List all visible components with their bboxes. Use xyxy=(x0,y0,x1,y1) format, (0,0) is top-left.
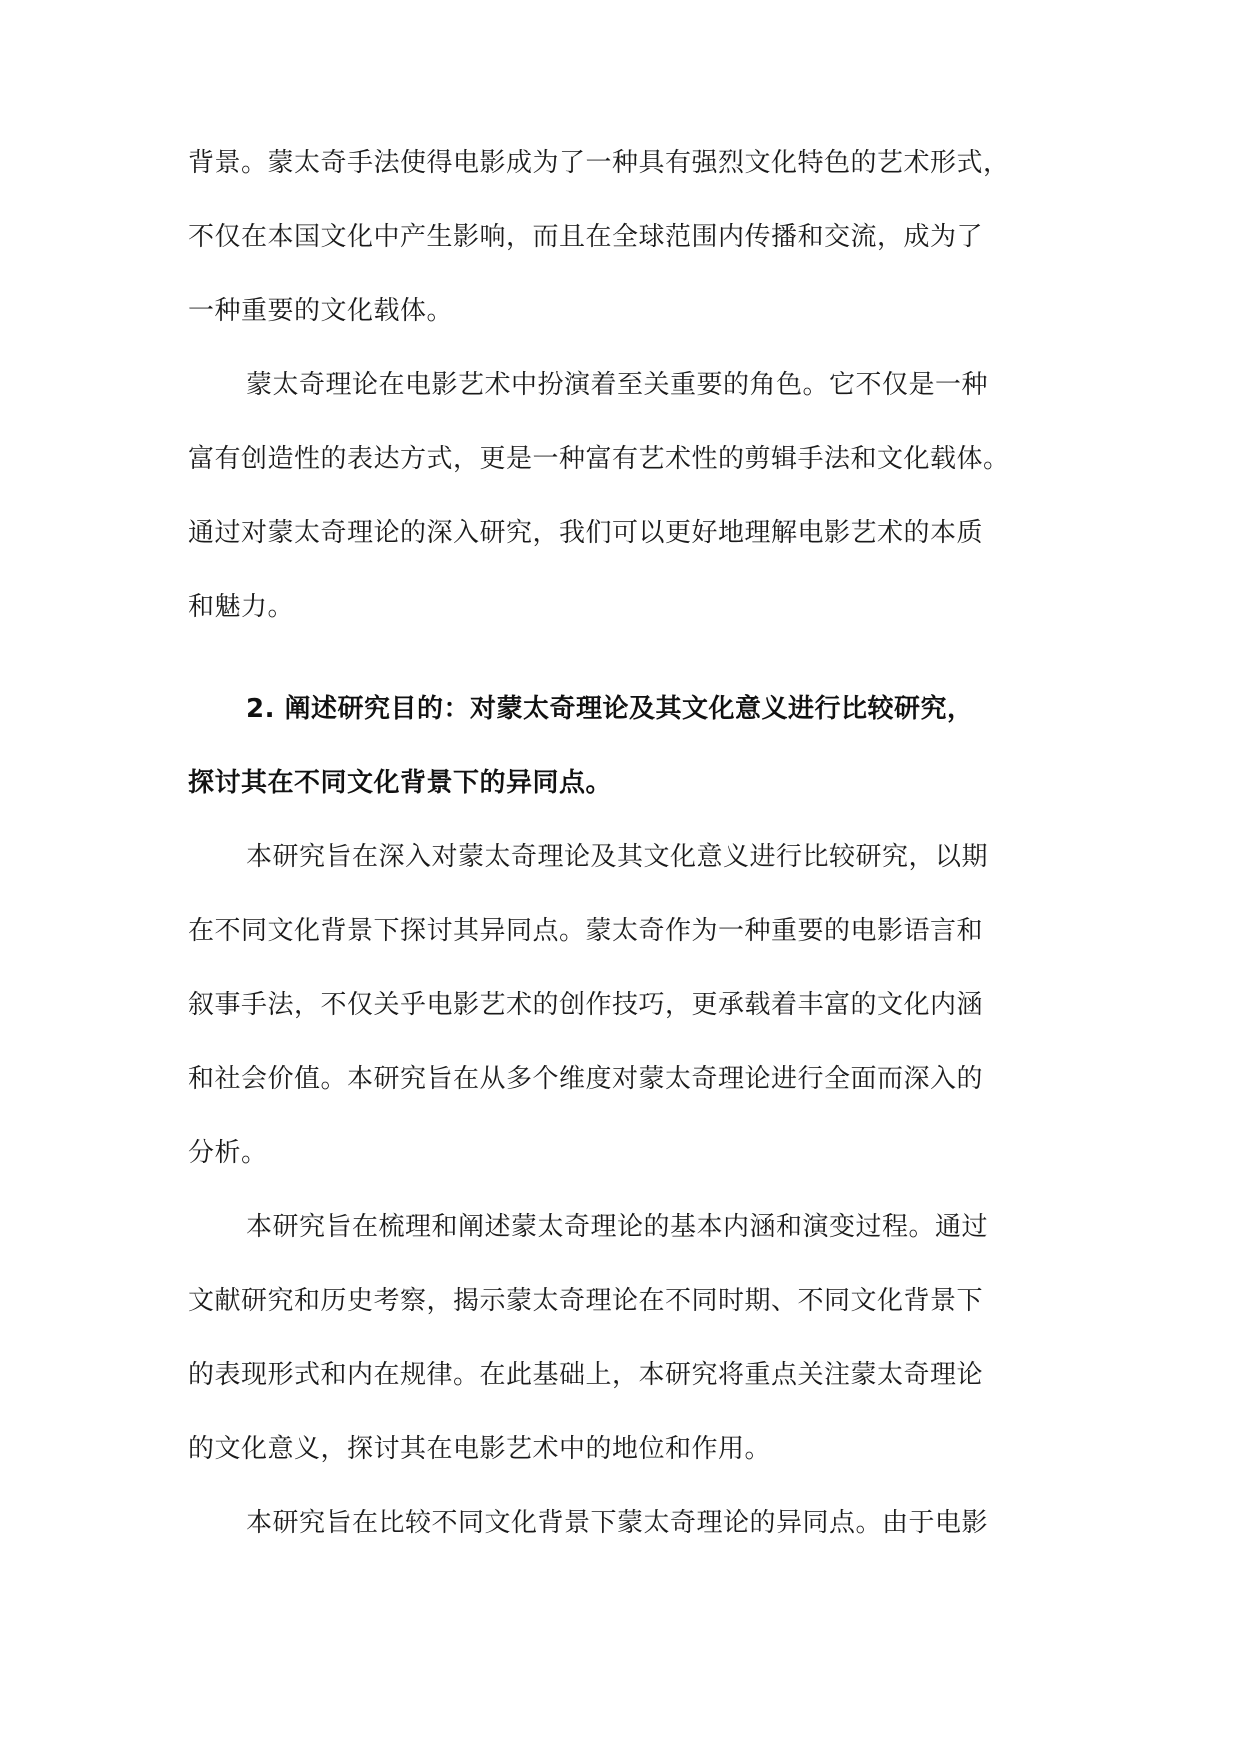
text-line: 文献研究和历史考察，揭示蒙太奇理论在不同时期、不同文化背景下 xyxy=(188,1286,984,1316)
text-line: 不仅在本国文化中产生影响，而且在全球范围内传播和交流，成为了 xyxy=(188,222,984,252)
text-line: 在不同文化背景下探讨其异同点。蒙太奇作为一种重要的电影语言和 xyxy=(188,916,984,946)
text-line: 富有创造性的表达方式，更是一种富有艺术性的剪辑手法和文化载体。 xyxy=(188,444,1010,474)
text-line: 本研究旨在深入对蒙太奇理论及其文化意义进行比较研究，以期 xyxy=(246,842,989,872)
text-line: 通过对蒙太奇理论的深入研究，我们可以更好地理解电影艺术的本质 xyxy=(188,518,984,548)
paragraph-research-aim xyxy=(188,836,1058,1206)
heading-line: 2. 阐述研究目的：对蒙太奇理论及其文化意义进行比较研究， xyxy=(246,694,974,724)
text-line: 和社会价值。本研究旨在从多个维度对蒙太奇理论进行全面而深入的 xyxy=(188,1064,984,1094)
paragraph-montage-role xyxy=(188,364,1058,660)
paragraph-theory-review xyxy=(188,1206,1058,1502)
text-line: 叙事手法，不仅关乎电影艺术的创作技巧，更承载着丰富的文化内涵 xyxy=(188,990,984,1020)
page-content xyxy=(188,142,1058,1576)
text-line: 蒙太奇理论在电影艺术中扮演着至关重要的角色。它不仅是一种 xyxy=(246,370,989,400)
text-line: 背景。蒙太奇手法使得电影成为了一种具有强烈文化特色的艺术形式， xyxy=(188,148,1010,178)
text-line: 本研究旨在梳理和阐述蒙太奇理论的基本内涵和演变过程。通过 xyxy=(246,1212,989,1242)
text-line: 的表现形式和内在规律。在此基础上，本研究将重点关注蒙太奇理论 xyxy=(188,1360,984,1390)
text-line: 本研究旨在比较不同文化背景下蒙太奇理论的异同点。由于电影 xyxy=(246,1508,989,1538)
paragraph-comparison xyxy=(188,1502,1058,1576)
heading-line: 探讨其在不同文化背景下的异同点。 xyxy=(188,768,613,798)
text-line: 的文化意义，探讨其在电影艺术中的地位和作用。 xyxy=(188,1434,772,1464)
section-heading xyxy=(188,688,1058,836)
text-line: 一种重要的文化载体。 xyxy=(188,296,454,326)
text-line: 分析。 xyxy=(188,1138,268,1168)
section-spacer xyxy=(188,660,1058,688)
text-line: 和魅力。 xyxy=(188,592,295,622)
paragraph-continuation xyxy=(188,142,1058,364)
